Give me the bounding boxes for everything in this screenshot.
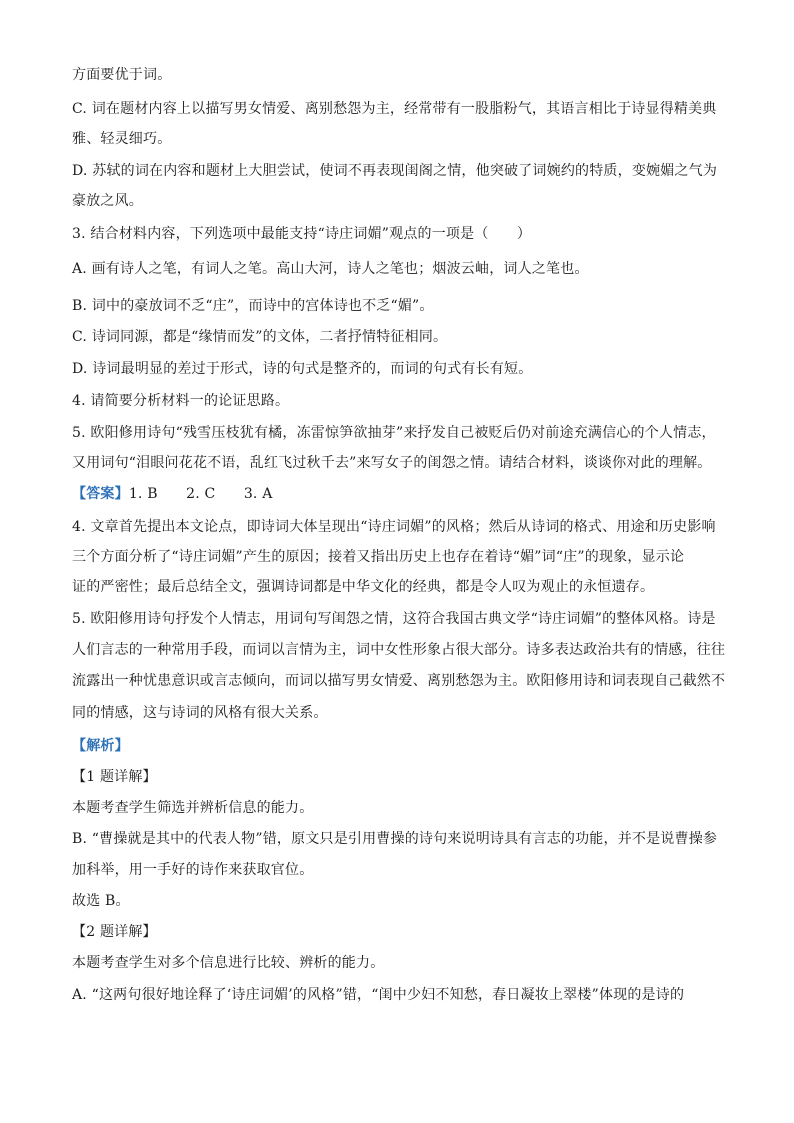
answer-tag: 【答案】: [72, 486, 129, 502]
text-line: 证的严密性；最后总结全文，强调诗词都是中华文化的经典，都是令人叹为观止的永恒遗存。: [72, 579, 655, 595]
text-line: D. 苏轼的词在内容和题材上大胆尝试，使词不再表现闺阁之情，他突破了词婉约的特质，变婉媚之气为: [72, 163, 718, 179]
question-5: 5. 欧阳修用诗句“残雪压枝犹有橘，冻雷惊笋欲抽芽”来抒发自己被贬后仍对前途充满信心的个人情志，: [72, 425, 716, 441]
text-line: 加科举，用一手好的诗作来获取官位。: [72, 862, 314, 878]
question-4: 4. 请简要分析材料一的论证思路。: [72, 393, 290, 409]
text-line: 流露出一种忧患意识或言志倾向，而词以描写男女情爱、离别愁怨为主。欧阳修用诗和词表现自己截然不: [72, 673, 726, 689]
section-heading: 【1 题详解】: [72, 769, 157, 785]
text-line: 本题考查学生对多个信息进行比较、辨析的能力。: [72, 955, 385, 971]
section-heading: 【2 题详解】: [72, 924, 157, 940]
analysis-tag: 【解析】: [72, 738, 129, 754]
text-line: 雅、轻灵细巧。: [72, 131, 172, 147]
text-line: 豪放之风。: [72, 193, 143, 209]
answer-line: [72, 485, 732, 503]
text-line: C. 词在题材内容上以描写男女情爱、离别愁怨为主，经常带有一股脂粉气，其语言相比于诗显得精美典: [72, 101, 717, 117]
text-line: 人们言志的一种常用手段，而词以言情为主，词中女性形象占很大部分。诗多表达政治共有的情感，往往: [72, 642, 726, 658]
answer-4: 4. 文章首先提出本文论点，即诗词大体呈现出“诗庄词媚”的风格；然后从诗词的格式、用途和历史影响: [72, 519, 716, 535]
text-line: 三个方面分析了“诗庄词媚”产生的原因；接着又指出历史上也存在着诗“媚”词“庄”的现象，显示论: [72, 549, 685, 565]
analysis-heading: [72, 737, 732, 755]
text-line: 方面要优于词。: [72, 67, 172, 83]
text-line: A. “这两句很好地诠释了‘诗庄词媚’的风格”错，“闺中少妇不知愁，春日凝妆上翠楼”体现的是诗的: [72, 987, 685, 1003]
answer-text: 1. B 2. C 3. A: [128, 486, 273, 502]
option-b: B. 词中的豪放词不乏“庄”，而诗中的宫体诗也不乏“媚”。: [72, 298, 434, 314]
question-3: 3. 结合材料内容，下列选项中最能支持“诗庄词媚”观点的一项是（ ）: [72, 226, 532, 242]
text-line: 本题考查学生筛选并辨析信息的能力。: [72, 800, 314, 816]
text-line: 故选 B。: [72, 893, 130, 909]
text-line: 又用词句“泪眼问花花不语，乱红飞过秋千去”来写女子的闺怨之情。请结合材料，谈谈你对此的理解。: [72, 455, 712, 471]
text-line: 同的情感，这与诗词的风格有很大关系。: [72, 705, 328, 721]
text-line: B. “曹操就是其中的代表人物”错，原文只是引用曹操的诗句来说明诗具有言志的功能，并不是说曹操参: [72, 831, 718, 847]
option-d: D. 诗词最明显的差过于形式，诗的句式是整齐的，而词的句式有长有短。: [72, 361, 533, 377]
option-a: A. 画有诗人之笔，有词人之笔。高山大河，诗人之笔也；烟波云岫，词人之笔也。: [72, 261, 589, 277]
answer-5: 5. 欧阳修用诗句抒发个人情志，用词句写闺怨之情，这符合我国古典文学“诗庄词媚”的整体风格。诗是: [72, 611, 716, 627]
option-c: C. 诗词同源，都是“缘情而发”的文体，二者抒情特征相同。: [72, 329, 448, 345]
